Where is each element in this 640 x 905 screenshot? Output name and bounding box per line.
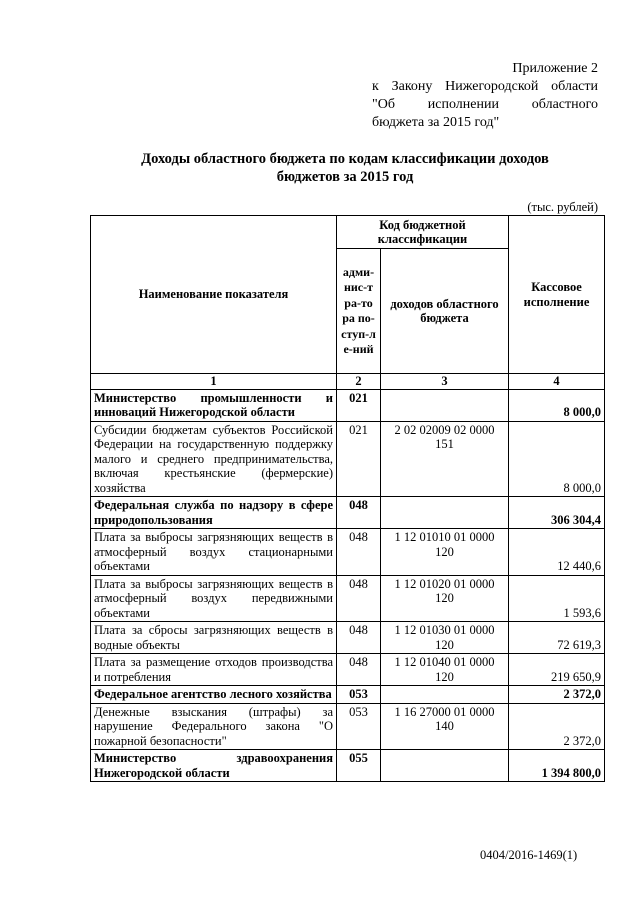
row-name: Плата за выбросы загрязняющих веществ в атмосферный воздух передвижными объектами <box>91 575 337 622</box>
appendix-block <box>372 60 598 132</box>
row-admin-code: 048 <box>337 622 381 654</box>
appendix-line-3: "Об исполнении областного <box>372 97 598 112</box>
revenue-table <box>90 215 605 782</box>
row-admin-code: 048 <box>337 575 381 622</box>
document-code: 0404/2016-1469(1) <box>480 848 578 862</box>
row-admin-code: 053 <box>337 703 381 750</box>
table-row <box>91 529 605 576</box>
row-name: Федеральное агентство лесного хозяйства <box>91 686 337 704</box>
table-row <box>91 703 605 750</box>
row-admin-code: 021 <box>337 389 381 421</box>
row-admin-code: 048 <box>337 529 381 576</box>
row-income-code: 1 12 01040 01 0000 120 <box>381 654 509 686</box>
row-income-code: 1 12 01020 01 0000 120 <box>381 575 509 622</box>
row-name: Министерство здравоохранения Нижегородской области <box>91 750 337 782</box>
document-title <box>90 150 600 186</box>
appendix-line-4: бюджета за 2015 год" <box>372 115 500 130</box>
table-row <box>91 654 605 686</box>
row-amount: 1 593,6 <box>509 575 605 622</box>
row-amount: 1 394 800,0 <box>509 750 605 782</box>
table-body <box>91 374 605 782</box>
row-amount: 8 000,0 <box>509 421 605 497</box>
row-income-code <box>381 750 509 782</box>
row-admin-code: 048 <box>337 497 381 529</box>
table-row <box>91 389 605 421</box>
column-number: 3 <box>381 374 509 390</box>
row-amount: 72 619,3 <box>509 622 605 654</box>
units-label: (тыс. рублей) <box>527 200 598 214</box>
header-income: доходов областного бюджета <box>381 249 509 374</box>
row-amount: 8 000,0 <box>509 389 605 421</box>
header-code-group: Код бюджетной классификации <box>337 216 509 249</box>
row-income-code: 1 12 01010 01 0000 120 <box>381 529 509 576</box>
row-amount: 306 304,4 <box>509 497 605 529</box>
row-name: Плата за выбросы загрязняющих веществ в атмосферный воздух стационарными объектами <box>91 529 337 576</box>
row-amount: 2 372,0 <box>509 686 605 704</box>
row-admin-code: 021 <box>337 421 381 497</box>
row-income-code: 2 02 02009 02 0000 151 <box>381 421 509 497</box>
table-row <box>91 575 605 622</box>
row-income-code <box>381 497 509 529</box>
title-line-1: Доходы областного бюджета по кодам классификации доходов <box>141 151 549 167</box>
appendix-line-2: к Закону Нижегородской области <box>372 79 598 94</box>
row-name: Министерство промышленности и инноваций Нижегородской области <box>91 389 337 421</box>
row-income-code <box>381 389 509 421</box>
appendix-line-1: Приложение 2 <box>512 61 598 76</box>
table-row <box>91 421 605 497</box>
row-admin-code: 053 <box>337 686 381 704</box>
table-row <box>91 622 605 654</box>
column-number: 1 <box>91 374 337 390</box>
table-row <box>91 497 605 529</box>
row-income-code: 1 16 27000 01 0000 140 <box>381 703 509 750</box>
row-name: Плата за сбросы загрязняющих веществ в водные объекты <box>91 622 337 654</box>
row-income-code: 1 12 01030 01 0000 120 <box>381 622 509 654</box>
row-amount: 12 440,6 <box>509 529 605 576</box>
column-numbers-row <box>91 374 605 390</box>
row-name: Федеральная служба по надзору в сфере природопользования <box>91 497 337 529</box>
table-row <box>91 686 605 704</box>
title-line-2: бюджетов за 2015 год <box>276 169 414 185</box>
column-number: 2 <box>337 374 381 390</box>
header-name: Наименование показателя <box>91 216 337 374</box>
row-name: Плата за размещение отходов производства и потребления <box>91 654 337 686</box>
table-row <box>91 750 605 782</box>
row-income-code <box>381 686 509 704</box>
row-name: Денежные взыскания (штрафы) за нарушение Федерального закона "О пожарной безопасности" <box>91 703 337 750</box>
column-number: 4 <box>509 374 605 390</box>
header-admin: адми-нис-тра-тора по-ступ-ле-ний <box>337 249 381 374</box>
row-name: Субсидии бюджетам субъектов Российской Федерации на государственную поддержку малого и среднего предпринимательства, включая крестьянские (фермерские) хозяйства <box>91 421 337 497</box>
row-admin-code: 055 <box>337 750 381 782</box>
header-amount: Кассовое исполнение <box>509 216 605 374</box>
row-admin-code: 048 <box>337 654 381 686</box>
row-amount: 219 650,9 <box>509 654 605 686</box>
row-amount: 2 372,0 <box>509 703 605 750</box>
